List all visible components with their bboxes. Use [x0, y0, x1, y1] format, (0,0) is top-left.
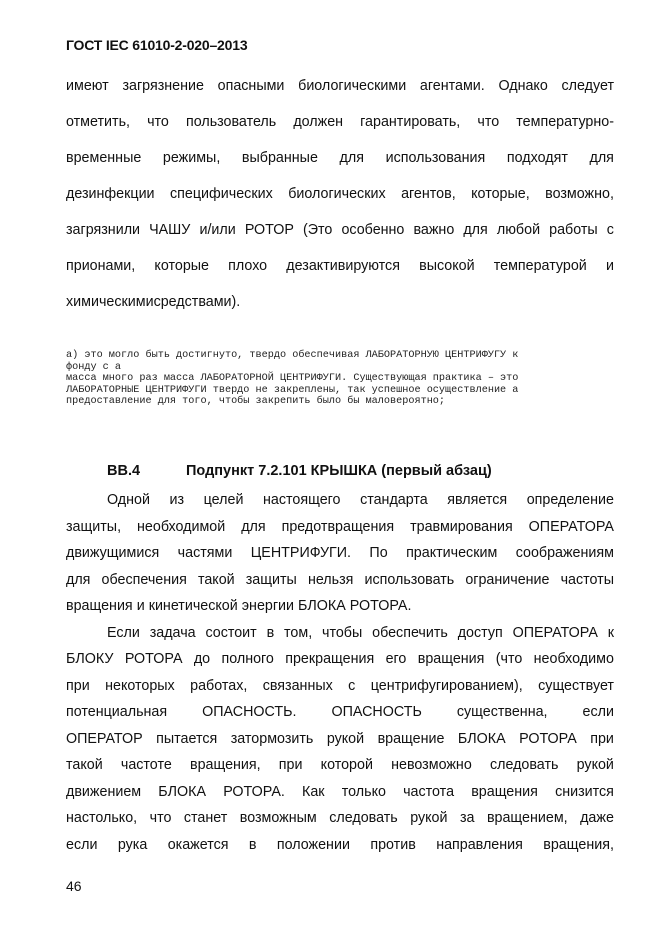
- text-line: для обеспечения такой защиты нельзя использовать ограничение частоты: [66, 571, 614, 588]
- footnote-line: масса много раз масса ЛАБОРАТОРНОЙ ЦЕНТРИФУГИ. Существующая практика – это: [66, 373, 519, 384]
- footnote: [66, 350, 614, 408]
- section-number: ВВ.4: [107, 463, 141, 479]
- text-line: защиты, необходимой для предотвращения травмирования ОПЕРАТОРА: [66, 518, 614, 535]
- page-number: 46: [66, 878, 82, 894]
- text-line: при некоторых работах, связанных с центрифугированием), существует: [66, 677, 614, 694]
- text-line: Одной из целей настоящего стандарта является определение: [107, 492, 614, 508]
- text-line: вращения и кинетической энергии БЛОКА РОТОРА.: [66, 598, 412, 614]
- section-title: Подпункт 7.2.101 КРЫШКА (первый абзац): [186, 463, 492, 479]
- text-line: настолько, что станет возможным следовать рукой за вращением, даже: [66, 810, 614, 826]
- text-line: потенциальная ОПАСНОСТЬ. ОПАСНОСТЬ существенна, если: [66, 704, 614, 720]
- text-line: движением БЛОКА РОТОРА. Как только частота вращения снизится: [66, 783, 614, 800]
- text-line: движущимися частями ЦЕНТРИФУГИ. По практическим соображениям: [66, 545, 614, 561]
- footnote-line: а) это могло быть достигнуто, твердо обеспечивая ЛАБОРАТОРНУЮ ЦЕНТРИФУГУ к: [66, 350, 519, 361]
- text-line: ОПЕРАТОР пытается затормозить рукой вращение БЛОКА РОТОРА при: [66, 730, 614, 747]
- text-line: Если задача состоит в том, чтобы обеспечить доступ ОПЕРАТОРА к: [107, 624, 614, 641]
- document-header: ГОСТ IEC 61010-2-020–2013: [66, 37, 248, 53]
- text-line: временные режимы, выбранные для использования подходят для: [66, 150, 614, 166]
- text-line: дезинфекции специфических биологических агентов, которые, возможно,: [66, 186, 614, 202]
- text-line: имеют загрязнение опасными биологическими агентами. Однако следует: [66, 78, 614, 94]
- paragraph-1: [66, 72, 614, 324]
- body-paragraphs: [66, 487, 614, 858]
- footnote-line: фонду с а: [66, 361, 122, 373]
- text-line: химическими средствами).: [66, 294, 241, 310]
- text-line: отметить, что пользователь должен гарантировать, что температурно-: [66, 114, 614, 130]
- footnote-line: ЛАБОРАТОРНЫЕ ЦЕНТРИФУГИ твердо не закреплены, так успешное осуществление а: [66, 384, 519, 396]
- footnote-line: предоставление для того, чтобы закрепить было бы маловероятно;: [66, 396, 446, 407]
- text-line: такой частоте вращения, при которой невозможно следовать рукой: [66, 757, 614, 773]
- text-line: если рука окажется в положении против направления вращения,: [66, 836, 614, 853]
- text-line: БЛОКУ РОТОРА до полного прекращения его вращения (что необходимо: [66, 651, 614, 667]
- text-line: загрязнили ЧАШУ и/или РОТОР (Это особенно важно для любой работы с: [66, 222, 614, 238]
- text-line: прионами, которые плохо дезактивируются высокой температурой и: [66, 258, 614, 274]
